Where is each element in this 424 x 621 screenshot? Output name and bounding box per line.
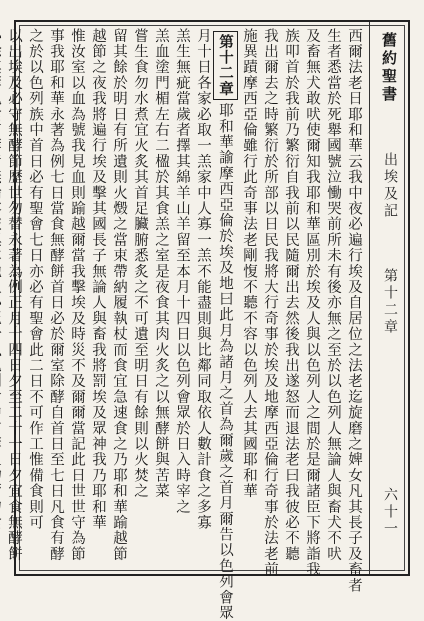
text-column: 之於以色列族中首日必有聖會七日亦必有聖會此二日不可作工惟備食則可 [27,28,43,531]
page-frame [6,20,410,621]
section-title: 出埃及記 [382,152,398,220]
text-column: 族叩首於我前乃繁衍自我前以民隨爾出去然後我出遂怒而退法老曰我彼必不聽 [283,28,299,562]
text-column: 生者悉當於死舉國號泣慟哭前所未有後亦無之至於以色列人無論人與畜犬不吠 [325,28,341,562]
text-column: 西爾法老日耶和華云我中夜必遍行埃及自居位之法老迄旋磨之婢女凡其長子及畜者 [346,28,362,594]
text-column: 越節之夜我將遍行埃及擊其國長子無論人與畜我將罰埃及眾神我乃耶和華 [90,28,106,531]
text-column: 月十日各家必取一羔家中人寡一羔不能盡則與比鄰同取依人數計食之多寡 [195,28,211,531]
book-title: 舊約聖書 [380,32,398,104]
text-column: 以出埃及必守無酵節歷世勿替永著為例正月十四日夕至二十一日夕宜食無酵餅 [6,28,22,562]
text-column: 及畜無犬敢吠使爾知我耶和華區別於埃及人與以色列人之間於是爾諸臣下將詣我 [304,28,320,578]
text-column: 我出爾去之時繁衍於所部以日民我將大行奇事於埃及地摩西亞倫行奇事於法老前 [262,28,278,578]
running-header [369,22,408,574]
chapter-heading-column [213,28,238,621]
text-column: 耶和華諭摩西亞倫於埃及地曰此月為諸月之首為爾歲之首月爾告以色列會眾 [217,102,233,621]
text-column [0,28,3,568]
chapter-label: 第十二章 [382,268,398,336]
text-column: 惟汝室以血為號我見血則踰越爾當我擊埃及時災不及爾爾當記此日世世守為節 [69,28,85,562]
text-column: 施異蹟摩西亞倫雖行此奇事法老剛愎不聽不容以色列人去其國耶和華 [241,28,257,499]
page-number: 六十一 [382,487,398,538]
text-column: 羔生無疵當歲者擇其綿羊山羊留至本月十四日以色列會眾於日入時宰之 [174,28,190,515]
text-column: 羔血塗門楣左右二楹於其食羔之室是夜食其肉火炙之以無酵餅與苦菜 [153,28,169,499]
text-column: 事我耶和華永著為例七日當食無酵餅首日必於爾室除酵自首日至七日凡食有酵 [48,28,64,562]
text-column: 嘗生食勿水煮宜火炙其首足臟腑悉炙之不可遺至明日有餘則以火焚之 [132,28,148,499]
text-column: 留其餘於明日有所遺則火燬之當束帶納履執杖而食宜急速食之乃耶和華踰越節 [111,28,127,562]
body-text [6,28,364,621]
chapter-heading: 第十二章 [213,31,238,100]
